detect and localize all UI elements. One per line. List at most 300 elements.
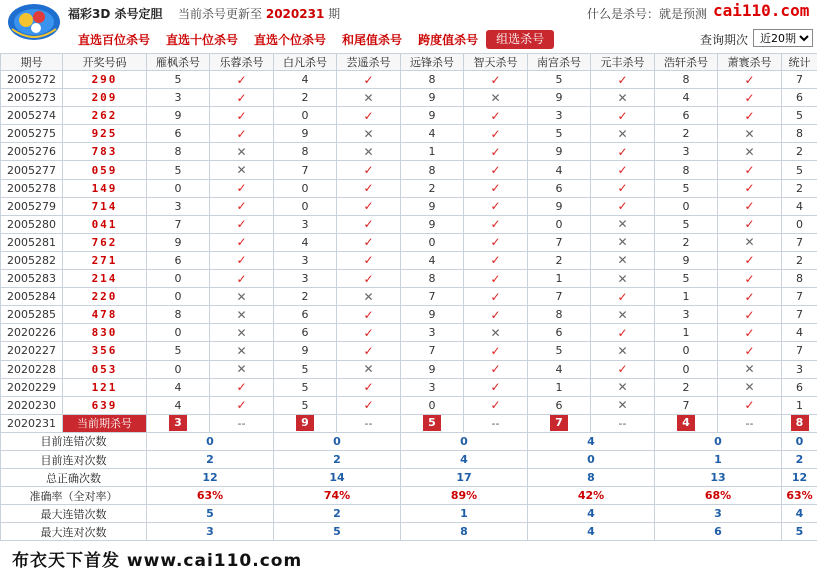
draw-number-cell: 059 [63,161,147,179]
result-mark-cell [464,396,528,414]
kill-number-cell: 4 [528,161,591,179]
stats-label: 准确率（全对率） [1,487,147,505]
current-kill-number: 3 [169,415,187,431]
kill-number-cell: 0 [147,270,210,288]
cross-mark-icon: ✕ [236,289,247,304]
column-header: 期号 [1,54,63,71]
stats-value: 6 [655,523,782,541]
cross-mark-icon: ✕ [617,217,628,232]
stats-value: 4 [528,432,655,450]
kill-type-nav [70,30,554,50]
issue-cell: 2005279 [1,197,63,215]
kill-number-cell: 4 [147,378,210,396]
kill-number-cell: 7 [147,215,210,233]
kill-number-cell: 7 [401,288,464,306]
stats-value: 5 [782,523,817,541]
result-mark-cell [210,179,274,197]
nav-tab-4[interactable]: 跨度值杀号 [418,33,479,47]
cross-mark-icon: ✕ [744,235,755,250]
cross-mark-icon: ✕ [744,126,755,141]
result-mark-cell [337,125,401,143]
kill-number-cell: 1 [401,143,464,161]
kill-number-cell: 0 [147,179,210,197]
kill-number-cell: 5 [147,161,210,179]
pending-result-cell: -- [591,414,655,432]
draw-number-cell: 290 [63,71,147,89]
current-kill-number: 8 [791,415,809,431]
stats-value: 0 [147,432,274,450]
stats-value: 2 [274,450,401,468]
draw-number-cell: 121 [63,378,147,396]
draw-number-cell: 783 [63,143,147,161]
check-mark-icon: ✓ [363,325,374,340]
check-mark-icon: ✓ [363,181,374,196]
check-mark-icon: ✓ [490,289,501,304]
stats-value: 68% [655,487,782,505]
result-mark-cell [210,251,274,269]
check-mark-icon: ✓ [236,126,247,141]
table-row [1,233,817,251]
check-mark-icon: ✓ [236,90,247,105]
draw-number-cell: 714 [63,197,147,215]
cross-mark-icon: ✕ [363,289,374,304]
check-mark-icon: ✓ [490,181,501,196]
check-mark-icon: ✓ [363,217,374,232]
result-mark-cell [337,161,401,179]
pending-result-cell: -- [210,414,274,432]
result-mark-cell [210,342,274,360]
stats-label: 最大连对次数 [1,523,147,541]
current-kill-cell [147,414,210,432]
kill-number-cell: 9 [274,342,337,360]
result-mark-cell [591,89,655,107]
result-mark-cell [718,306,782,324]
kill-number-cell: 3 [528,107,591,125]
stats-value: 8 [528,469,655,487]
kill-number-cell: 0 [147,324,210,342]
issue-cell: 2005276 [1,143,63,161]
cross-mark-icon: ✕ [617,343,628,358]
table-row [1,288,817,306]
kill-number-cell: 2 [655,125,718,143]
kill-number-cell: 9 [401,89,464,107]
kill-number-cell: 8 [528,306,591,324]
cross-mark-icon: ✕ [490,325,501,340]
nav-tab-3[interactable]: 和尾值杀号 [342,33,403,47]
kill-number-cell: 2 [401,179,464,197]
result-mark-cell [464,288,528,306]
check-mark-icon: ✓ [490,380,501,395]
table-row [1,396,817,414]
column-header: 元丰杀号 [591,54,655,71]
result-mark-cell [210,107,274,125]
stats-row [1,450,817,468]
check-mark-icon: ✓ [744,325,755,340]
stats-label: 目前连对次数 [1,450,147,468]
check-mark-icon: ✓ [236,235,247,250]
check-mark-icon: ✓ [617,325,628,340]
stats-value: 4 [528,523,655,541]
result-mark-cell [464,179,528,197]
stats-label: 目前连错次数 [1,432,147,450]
stats-value: 0 [528,450,655,468]
kill-number-cell: 7 [782,233,817,251]
kill-number-cell: 3 [401,324,464,342]
kill-number-cell: 3 [782,360,817,378]
check-mark-icon: ✓ [617,144,628,159]
result-mark-cell [337,89,401,107]
kill-number-cell: 4 [274,71,337,89]
kill-number-cell: 8 [147,306,210,324]
result-mark-cell [210,233,274,251]
current-kill-cell [528,414,591,432]
kill-number-cell: 2 [274,288,337,306]
stats-value: 4 [401,450,528,468]
nav-tab-2[interactable]: 直选个位杀号 [254,33,327,47]
current-kill-cell [655,414,718,432]
issue-cell: 2005285 [1,306,63,324]
table-row [1,215,817,233]
kill-number-cell: 0 [274,107,337,125]
stats-value: 42% [528,487,655,505]
pending-result-cell: -- [718,414,782,432]
result-mark-cell [591,71,655,89]
kill-number-cell: 5 [274,378,337,396]
result-mark-cell [718,89,782,107]
check-mark-icon: ✓ [744,217,755,232]
check-mark-icon: ✓ [490,199,501,214]
kill-number-cell: 6 [274,306,337,324]
draw-number-cell: 209 [63,89,147,107]
result-mark-cell [210,71,274,89]
result-mark-cell [718,125,782,143]
result-mark-cell [337,251,401,269]
stats-row [1,432,817,450]
check-mark-icon: ✓ [744,181,755,196]
kill-number-cell: 8 [274,143,337,161]
table-row [1,89,817,107]
kill-number-cell: 8 [782,270,817,288]
check-mark-icon: ✓ [490,163,501,178]
issue-cell: 2005272 [1,71,63,89]
issue-cell: 2005277 [1,161,63,179]
period-label: 查询期次 [700,33,749,47]
kill-number-cell: 9 [401,360,464,378]
kill-number-cell: 7 [528,288,591,306]
result-mark-cell [591,107,655,125]
cross-mark-icon: ✕ [236,144,247,159]
kill-number-cell: 9 [401,197,464,215]
result-mark-cell [337,270,401,288]
kill-number-cell: 8 [401,270,464,288]
table-row [1,125,817,143]
nav-tab-1[interactable]: 直选十位杀号 [166,33,239,47]
result-mark-cell [464,251,528,269]
check-mark-icon: ✓ [363,343,374,358]
kill-number-cell: 8 [147,143,210,161]
result-mark-cell [210,197,274,215]
cross-mark-icon: ✕ [617,271,628,286]
table-row [1,342,817,360]
check-mark-icon: ✓ [363,380,374,395]
result-mark-cell [337,378,401,396]
result-mark-cell [464,161,528,179]
draw-number-cell: 925 [63,125,147,143]
column-header: 浩轩杀号 [655,54,718,71]
result-mark-cell [591,125,655,143]
check-mark-icon: ✓ [236,380,247,395]
cross-mark-icon: ✕ [744,380,755,395]
result-mark-cell [210,215,274,233]
kill-number-cell: 1 [655,324,718,342]
column-header: 白凡杀号 [274,54,337,71]
check-mark-icon: ✓ [490,235,501,250]
result-mark-cell [210,288,274,306]
stats-value: 4 [528,505,655,523]
result-mark-cell [337,288,401,306]
kill-number-cell: 7 [401,342,464,360]
kill-number-cell: 5 [655,179,718,197]
kill-number-cell: 9 [401,215,464,233]
table-row [1,71,817,89]
kill-number-cell: 8 [401,71,464,89]
pending-result-cell: -- [464,414,528,432]
stats-value: 2 [147,450,274,468]
kill-number-cell: 4 [782,324,817,342]
result-mark-cell [337,71,401,89]
kill-number-cell: 3 [147,197,210,215]
check-mark-icon: ✓ [490,253,501,268]
kill-number-table [0,53,817,541]
slogan: 什么是杀号：就是预测 [587,7,708,21]
column-header: 南宫杀号 [528,54,591,71]
draw-number-cell: 478 [63,306,147,324]
result-mark-cell [464,197,528,215]
table-row [1,378,817,396]
draw-number-cell: 262 [63,107,147,125]
check-mark-icon: ✓ [236,108,247,123]
kill-number-cell: 0 [655,197,718,215]
result-mark-cell [337,324,401,342]
kill-number-cell: 3 [274,215,337,233]
kill-number-cell: 6 [782,378,817,396]
check-mark-icon: ✓ [236,199,247,214]
lottery-ball-logo-icon [6,1,62,41]
kill-number-cell: 9 [528,143,591,161]
check-mark-icon: ✓ [617,163,628,178]
column-header: 远锋杀号 [401,54,464,71]
result-mark-cell [591,270,655,288]
column-header: 智天杀号 [464,54,528,71]
stats-value: 3 [655,505,782,523]
stats-row [1,487,817,505]
result-mark-cell [591,342,655,360]
kill-number-cell: 5 [274,360,337,378]
stats-value: 74% [274,487,401,505]
kill-number-cell: 2 [274,89,337,107]
result-mark-cell [464,378,528,396]
result-mark-cell [718,342,782,360]
issue-cell: 2005273 [1,89,63,107]
check-mark-icon: ✓ [363,199,374,214]
kill-number-cell: 6 [655,107,718,125]
result-mark-cell [337,179,401,197]
update-status [178,5,340,22]
stats-value: 2 [782,450,817,468]
kill-number-cell: 5 [147,71,210,89]
issue-cell: 2020227 [1,342,63,360]
result-mark-cell [718,179,782,197]
issue-cell: 2005274 [1,107,63,125]
check-mark-icon: ✓ [744,199,755,214]
kill-number-cell: 9 [655,251,718,269]
kill-number-cell: 2 [655,378,718,396]
cross-mark-icon: ✕ [744,362,755,377]
check-mark-icon: ✓ [363,108,374,123]
stats-value: 63% [782,487,817,505]
result-mark-cell [464,89,528,107]
kill-number-cell: 3 [655,143,718,161]
check-mark-icon: ✓ [617,362,628,377]
check-mark-icon: ✓ [363,398,374,413]
result-mark-cell [718,360,782,378]
check-mark-icon: ✓ [236,271,247,286]
period-select[interactable] [753,29,813,47]
cross-mark-icon: ✕ [236,325,247,340]
check-mark-icon: ✓ [236,217,247,232]
page-header [0,0,817,54]
nav-tab-5[interactable]: 组选杀号 [486,30,554,49]
result-mark-cell [210,125,274,143]
watermark: 布衣天下首发 www.cai110.com [8,546,306,570]
kill-number-cell: 0 [655,342,718,360]
stats-value: 8 [401,523,528,541]
check-mark-icon: ✓ [744,289,755,304]
result-mark-cell [718,396,782,414]
kill-number-cell: 8 [655,71,718,89]
result-mark-cell [718,197,782,215]
kill-number-cell: 7 [782,306,817,324]
kill-number-cell: 8 [655,161,718,179]
check-mark-icon: ✓ [744,398,755,413]
nav-tab-0[interactable]: 直选百位杀号 [78,33,151,47]
result-mark-cell [591,179,655,197]
kill-number-cell: 0 [274,179,337,197]
result-mark-cell [337,396,401,414]
result-mark-cell [464,342,528,360]
result-mark-cell [337,360,401,378]
kill-number-cell: 2 [782,179,817,197]
check-mark-icon: ✓ [490,307,501,322]
kill-number-cell: 5 [528,125,591,143]
current-kill-number: 5 [423,415,441,431]
column-header: 雁枫杀号 [147,54,210,71]
kill-number-cell: 4 [147,396,210,414]
kill-number-cell: 3 [147,89,210,107]
table-row [1,107,817,125]
kill-number-cell: 2 [655,233,718,251]
cross-mark-icon: ✕ [617,398,628,413]
kill-number-cell: 2 [528,251,591,269]
issue-cell: 2020228 [1,360,63,378]
issue-cell: 2005284 [1,288,63,306]
stats-value: 63% [147,487,274,505]
cross-mark-icon: ✕ [744,144,755,159]
kill-number-cell: 4 [655,89,718,107]
result-mark-cell [718,233,782,251]
draw-number-cell: 041 [63,215,147,233]
stats-value: 0 [655,432,782,450]
check-mark-icon: ✓ [490,271,501,286]
check-mark-icon: ✓ [363,163,374,178]
table-row [1,306,817,324]
kill-number-cell: 5 [655,215,718,233]
result-mark-cell [464,306,528,324]
kill-number-cell: 2 [782,143,817,161]
check-mark-icon: ✓ [744,253,755,268]
kill-number-cell: 4 [401,125,464,143]
kill-number-cell: 9 [274,125,337,143]
check-mark-icon: ✓ [617,181,628,196]
kill-number-cell: 9 [147,107,210,125]
result-mark-cell [591,306,655,324]
current-issue-cell: 2020231 [1,414,63,432]
table-row [1,360,817,378]
stats-value: 3 [147,523,274,541]
update-suffix: 期 [328,7,341,21]
check-mark-icon: ✓ [744,72,755,87]
draw-number-cell: 149 [63,179,147,197]
kill-number-cell: 1 [528,378,591,396]
result-mark-cell [718,107,782,125]
cross-mark-icon: ✕ [236,307,247,322]
result-mark-cell [337,143,401,161]
stats-value: 1 [401,505,528,523]
current-issue-row [1,414,817,432]
kill-number-cell: 9 [528,89,591,107]
kill-number-cell: 6 [528,396,591,414]
kill-number-cell: 0 [147,288,210,306]
kill-number-cell: 4 [274,233,337,251]
result-mark-cell [337,306,401,324]
kill-number-cell: 6 [274,324,337,342]
kill-number-cell: 2 [782,251,817,269]
cross-mark-icon: ✕ [363,362,374,377]
kill-number-cell: 7 [782,288,817,306]
brand-url-link[interactable]: cai110.com [713,1,810,20]
table-row [1,179,817,197]
result-mark-cell [464,215,528,233]
result-mark-cell [210,324,274,342]
table-row [1,161,817,179]
result-mark-cell [464,270,528,288]
result-mark-cell [591,233,655,251]
result-mark-cell [718,324,782,342]
stats-value: 12 [147,469,274,487]
column-header: 开奖号码 [63,54,147,71]
result-mark-cell [464,324,528,342]
check-mark-icon: ✓ [490,126,501,141]
stats-label: 总正确次数 [1,469,147,487]
stats-value: 17 [401,469,528,487]
result-mark-cell [718,71,782,89]
cross-mark-icon: ✕ [363,144,374,159]
check-mark-icon: ✓ [363,72,374,87]
cross-mark-icon: ✕ [490,90,501,105]
stats-value: 0 [274,432,401,450]
check-mark-icon: ✓ [744,307,755,322]
issue-cell: 2005283 [1,270,63,288]
